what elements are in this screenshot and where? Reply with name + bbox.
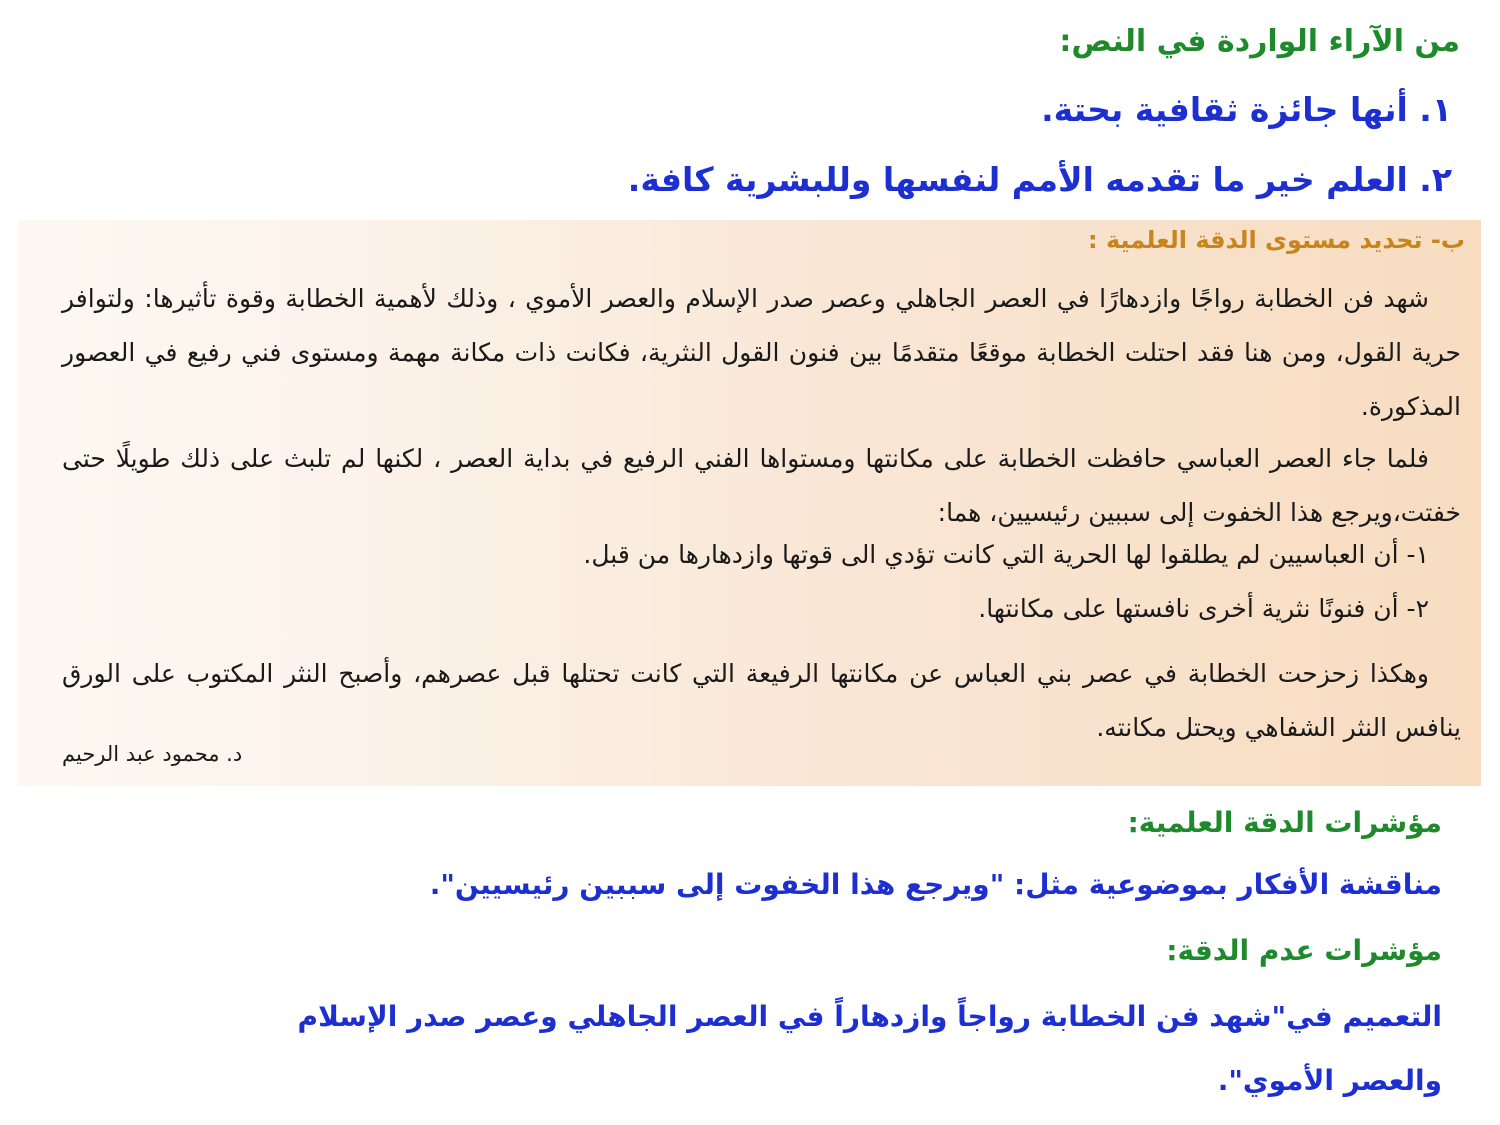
passage-paragraph-2: فلما جاء العصر العباسي حافظت الخطابة على مكانتها ومستواها الفني الرفيع في بداية العصر ، لكنها لم تلبث على ذلك طويلًا حتى خفتت،ويرجع هذا الخفوت إلى سببين رئيسيين، هما: xyxy=(62,444,1461,527)
passage-point-1: ١- أن العباسيين لم يطلقوا لها الحرية التي كانت تؤدي الى قوتها وازدهارها من قبل. xyxy=(583,540,1429,569)
opinion-item-1: ١. أنها جائزة ثقافية بحتة. xyxy=(1041,90,1452,129)
author-signature: د. محمود عبد الرحيم xyxy=(62,742,243,766)
inaccuracy-indicators-text-line-2: والعصر الأموي". xyxy=(1217,1064,1442,1097)
passage-paragraph-1: شهد فن الخطابة رواجًا وازدهارًا في العصر الجاهلي وعصر صدر الإسلام والعصر الأموي ، وذلك لأهمية الخطابة وقوة تأثيرها: ولتوافر حرية القول، ومن هنا فقد احتلت الخطابة موقعًا متقدمًا بين فنون القول النثرية، فكانت ذات مكانة مهمة ومستوى فني رفيع في العصور المذكورة. xyxy=(62,284,1461,421)
opinions-heading: من الآراء الواردة في النص: xyxy=(1059,24,1460,59)
accuracy-indicators-heading: مؤشرات الدقة العلمية: xyxy=(1127,806,1442,839)
passage-paragraph-3: وهكذا زحزحت الخطابة في عصر بني العباس عن مكانتها الرفيعة التي كانت تحتلها قبل عصرهم، وأصبح النثر المكتوب على الورق ينافس النثر الشفاهي ويحتل مكانته. xyxy=(62,659,1461,742)
accuracy-indicators-text: مناقشة الأفكار بموضوعية مثل: "ويرجع هذا الخفوت إلى سببين رئيسيين". xyxy=(429,868,1442,901)
accuracy-passage-box xyxy=(18,220,1481,786)
inaccuracy-indicators-text-line-1: التعميم في"شهد فن الخطابة رواجاً وازدهاراً في العصر الجاهلي وعصر صدر الإسلام xyxy=(297,1000,1442,1033)
passage-point-2: ٢- أن فنونًا نثرية أخرى نافستها على مكانتها. xyxy=(978,594,1429,623)
inaccuracy-indicators-heading: مؤشرات عدم الدقة: xyxy=(1166,934,1442,967)
opinion-item-2: ٢. العلم خير ما تقدمه الأمم لنفسها وللبشرية كافة. xyxy=(627,160,1452,199)
box-title: ب- تحديد مستوى الدقة العلمية : xyxy=(1087,226,1465,254)
